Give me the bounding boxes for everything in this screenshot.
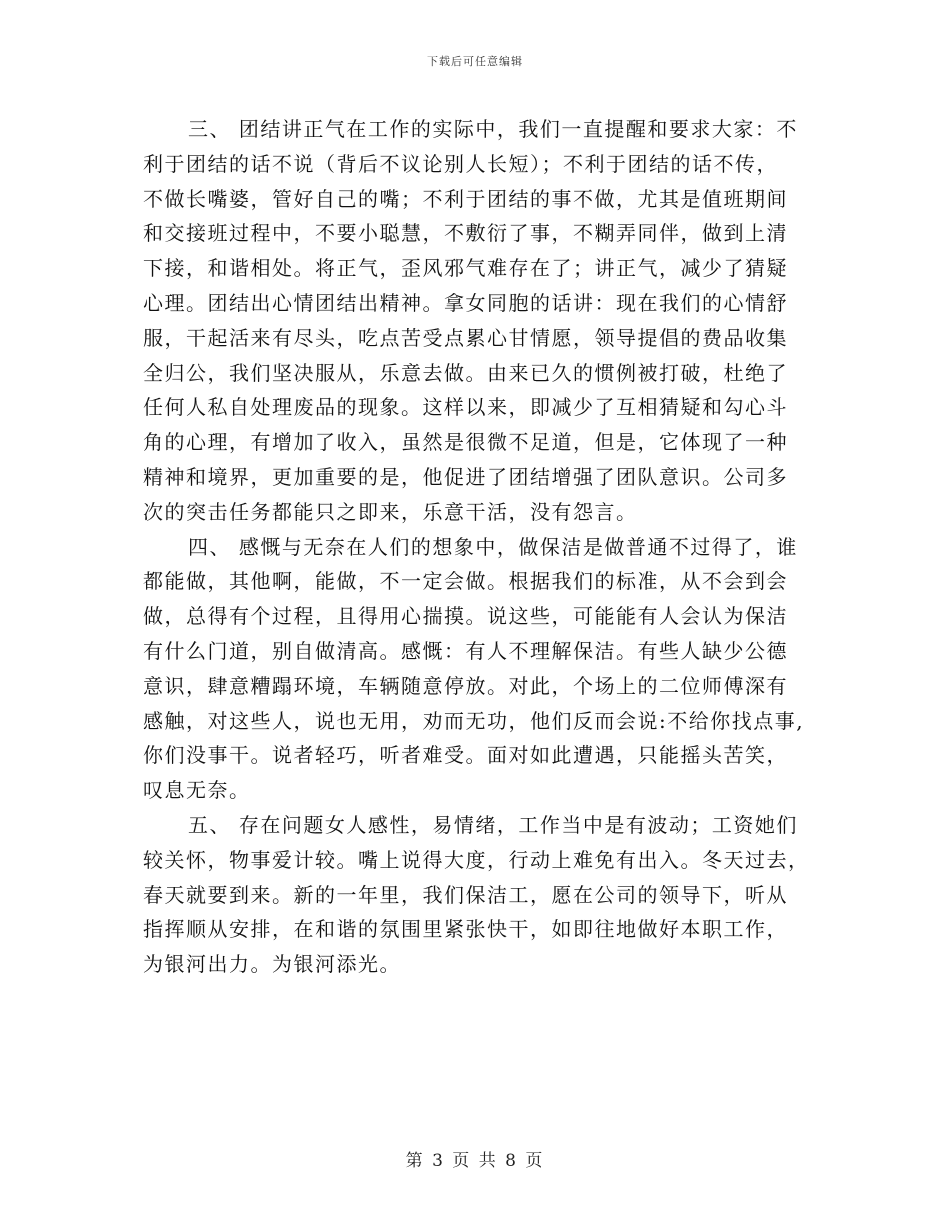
text-line: 精神和境界，更加重要的是，他促进了团结增强了团队意识。公司多 bbox=[143, 464, 788, 489]
text-line: 叹息无奈。 bbox=[143, 778, 251, 803]
text-line: 全归公，我们坚决服从，乐意去做。由来已久的惯例被打破，杜绝了 bbox=[143, 360, 788, 385]
paragraph-five bbox=[143, 808, 813, 982]
text-line: 利于团结的话不说（背后不议论别人长短）；不利于团结的话不传， bbox=[143, 151, 778, 176]
text-line: 五、 存在问题女人感性，易情绪，工作当中是有波动；工资她们 bbox=[188, 812, 798, 837]
text-line: 四、 感慨与无奈在人们的想象中，做保洁是做普通不过得了，谁 bbox=[188, 534, 798, 559]
text-line: 都能做，其他啊，能做，不一定会做。根据我们的标准，从不会到会 bbox=[143, 569, 788, 594]
text-line: 指挥顺从安排，在和谐的氛围里紧张快干，如即往地做好本职工作， bbox=[143, 917, 788, 942]
text-line: 三、 团结讲正气在工作的实际中，我们一直提醒和要求大家：不 bbox=[188, 117, 798, 141]
text-line: 做，总得有个过程，且得用心揣摸。说这些，可能能有人会认为保洁 bbox=[143, 604, 788, 629]
paragraph-three bbox=[143, 112, 813, 530]
paragraph-four bbox=[143, 530, 813, 808]
document-body bbox=[143, 112, 813, 982]
text-line: 有什么门道，别自做清高。感慨：有人不理解保洁。有些人缺少公德 bbox=[143, 638, 788, 663]
text-line: 下接，和谐相处。将正气，歪风邪气难存在了；讲正气，减少了猜疑 bbox=[143, 256, 788, 281]
text-line: 你们没事干。说者轻巧，听者难受。面对如此遭遇，只能摇头苦笑， bbox=[143, 743, 788, 768]
text-line: 和交接班过程中，不要小聪慧，不敷衍了事，不糊弄同伴，做到上清 bbox=[143, 221, 788, 246]
page-number: 第 3 页 共 8 页 bbox=[405, 1151, 545, 1171]
text-line: 角的心理，有增加了收入，虽然是很微不足道，但是，它体现了一种 bbox=[143, 430, 788, 455]
text-line: 感触，对这些人，说也无用，劝而无功，他们反而会说:不给你找点事, bbox=[143, 708, 805, 733]
page-header-note: 下载后可任意编辑 bbox=[427, 55, 523, 68]
text-line: 意识，肆意糟蹋环境，车辆随意停放。对此，个场上的二位师傅深有 bbox=[143, 673, 788, 698]
text-line: 不做长嘴婆，管好自己的嘴；不利于团结的事不做，尤其是值班期间 bbox=[143, 186, 788, 211]
text-line: 任何人私自处理废品的现象。这样以来，即减少了互相猜疑和勾心斗 bbox=[143, 395, 788, 420]
text-line: 心理。团结出心情团结出精神。拿女同胞的话讲：现在我们的心情舒 bbox=[143, 290, 788, 315]
text-line: 服，干起活来有尽头，吃点苦受点累心甘情愿，领导提倡的费品收集 bbox=[143, 325, 788, 350]
text-line: 为银河出力。为银河添光。 bbox=[143, 952, 401, 977]
text-line: 次的突击任务都能只之即来，乐意干活，没有怨言。 bbox=[143, 499, 638, 524]
text-line: 较关怀，物事爱计较。嘴上说得大度，行动上难免有出入。冬天过去， bbox=[143, 847, 810, 872]
text-line: 春天就要到来。新的一年里，我们保洁工，愿在公司的领导下，听从 bbox=[143, 882, 788, 907]
